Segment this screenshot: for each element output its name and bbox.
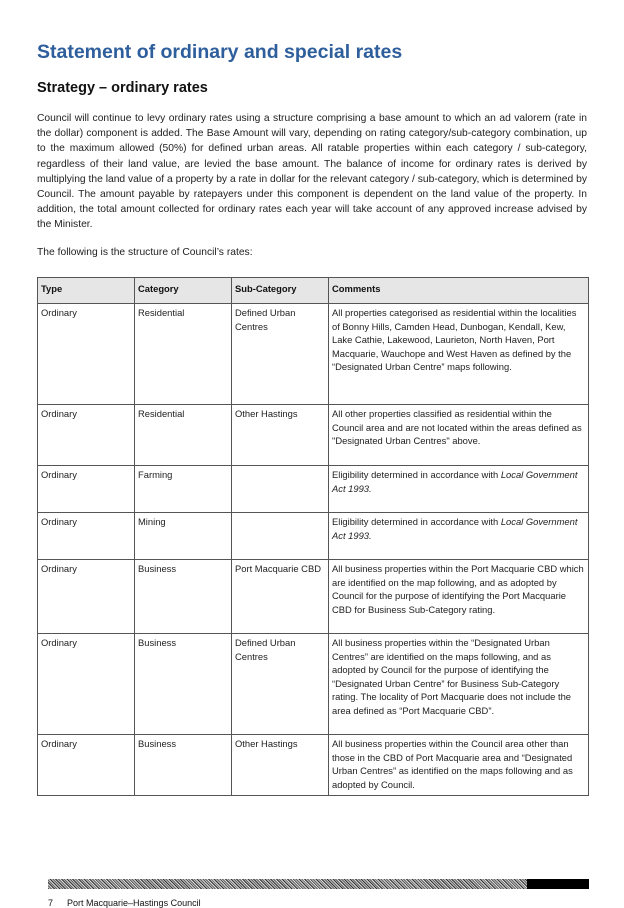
comment-text: Eligibility determined in accordance with (332, 469, 501, 480)
comment-text: All properties categorised as residential within the localities of Bonny Hills, Camden Head, Dunbogan, Kendall, Kew, Lake Cathie, Lakewood, Laurieton, North Haven, Port Macquarie, Wauchope and West Haven as defined by the “Designated Urban Centre” maps following. (332, 307, 577, 373)
cell-category: Residential (135, 405, 232, 466)
cell-type: Ordinary (38, 560, 135, 634)
cell-comments (329, 560, 589, 634)
comment-text: All business properties within the Council area other than those in the CBD of Port Macquarie area and “Designated Urban Centres” as identified on the maps following and as adopted by Council. (332, 738, 573, 790)
column-header-type: Type (38, 278, 135, 304)
table-row (38, 466, 589, 513)
cell-category: Mining (135, 513, 232, 560)
footer-decorative-bar-solid (527, 879, 589, 889)
footer-organization: Port Macquarie–Hastings Council (67, 898, 201, 908)
cell-comments (329, 735, 589, 796)
cell-comments (329, 304, 589, 405)
cell-comments (329, 466, 589, 513)
comment-italic-text: Local Government Act 1993. (332, 516, 578, 541)
cell-category: Residential (135, 304, 232, 405)
cell-sub-category (232, 513, 329, 560)
cell-type: Ordinary (38, 513, 135, 560)
table-intro-text: The following is the structure of Council’s rates: (37, 247, 253, 258)
comment-italic-text: Local Government Act 1993. (332, 469, 578, 494)
cell-comments (329, 405, 589, 466)
footer-decorative-bar (48, 879, 589, 889)
cell-category: Business (135, 560, 232, 634)
section-heading: Strategy – ordinary rates (37, 80, 208, 96)
table-row (38, 735, 589, 796)
table-row (38, 634, 589, 735)
table-row (38, 560, 589, 634)
rates-structure-table (37, 277, 589, 796)
cell-type: Ordinary (38, 735, 135, 796)
cell-category: Farming (135, 466, 232, 513)
column-header-category: Category (135, 278, 232, 304)
column-header-sub-category: Sub-Category (232, 278, 329, 304)
column-header-comments: Comments (329, 278, 589, 304)
comment-text: All other properties classified as residential within the Council area and are not located within the areas defined as "Designated Urban Centres" above. (332, 408, 582, 447)
comment-text: All business properties within the Port Macquarie CBD which are identified on the map following, and as adopted by Council for the purpose of identifying the Port Macquarie CBD for Business Sub-Category rating. (332, 563, 584, 615)
page-footer (48, 898, 215, 908)
cell-sub-category: Other Hastings (232, 405, 329, 466)
page-title: Statement of ordinary and special rates (37, 41, 403, 63)
cell-sub-category (232, 466, 329, 513)
cell-type: Ordinary (38, 304, 135, 405)
table-header-row (38, 278, 589, 304)
cell-category: Business (135, 634, 232, 735)
page-number: 7 (48, 898, 54, 908)
cell-comments (329, 634, 589, 735)
body-paragraph: Council will continue to levy ordinary rates using a structure comprising a base amount to which an ad valorem (rate in the dollar) component is added. The Base Amount will vary, depending on rating category/sub-category combination, up to the maximum allowed (50%) for defined urban areas. All ratable properties within each category / sub-category, regardless of their land value, are levied the base amount. The balance of income for ordinary rates is derived by multiplying the land value of a property by a rate in dollar for the relevant category / sub-category, which is determined by Council. The amount payable by ratepayers under this component is dependent on the land value of the property. In addition, the total amount collected for ordinary rates each year will take account of any approved increase advised by the Minister. (37, 113, 587, 231)
table-row (38, 513, 589, 560)
cell-category: Business (135, 735, 232, 796)
cell-sub-category: Port Macquarie CBD (232, 560, 329, 634)
table-row (38, 405, 589, 466)
cell-type: Ordinary (38, 466, 135, 513)
cell-type: Ordinary (38, 405, 135, 466)
cell-sub-category: Other Hastings (232, 735, 329, 796)
cell-comments (329, 513, 589, 560)
cell-sub-category: Defined Urban Centres (232, 304, 329, 405)
cell-type: Ordinary (38, 634, 135, 735)
comment-text: All business properties within the “Designated Urban Centres” are identified on the maps following, and as adopted by Council for the purpose of identifying the “Designated Urban Centre” for Business Sub-Category rating. The locality of Port Macquarie does not include the area defined as “Port Macquarie CBD”. (332, 637, 572, 716)
comment-text: Eligibility determined in accordance with (332, 516, 501, 527)
table-row (38, 304, 589, 405)
cell-sub-category: Defined Urban Centres (232, 634, 329, 735)
